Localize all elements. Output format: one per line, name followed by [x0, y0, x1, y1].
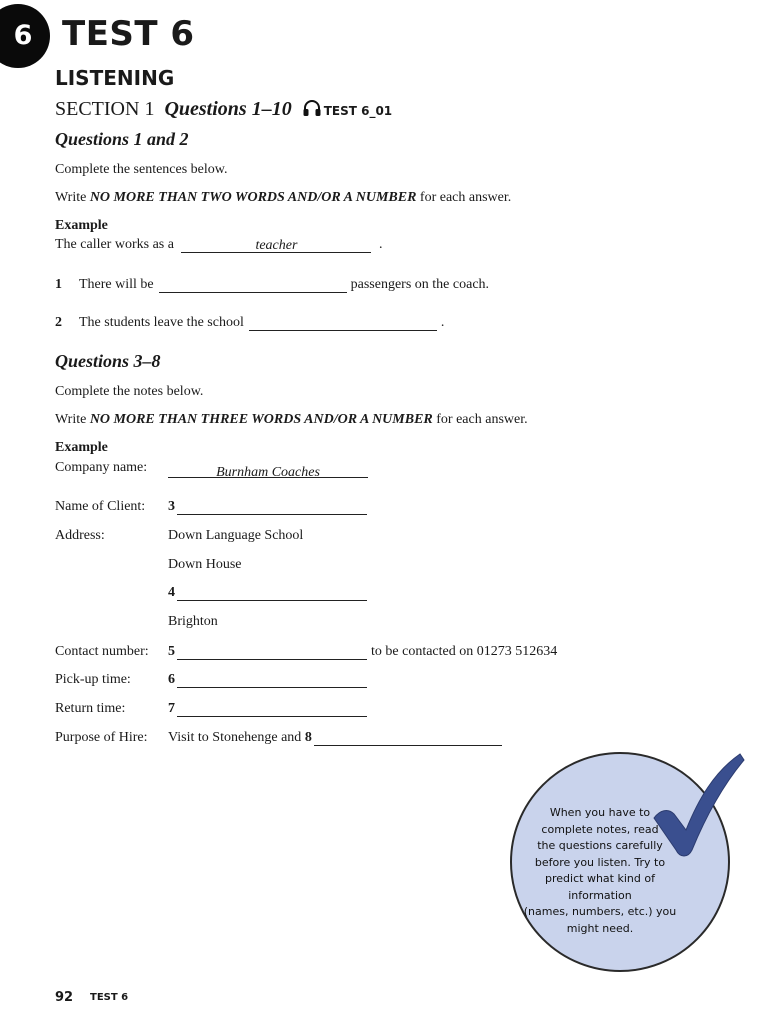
instruction-pre: Write: [55, 412, 90, 427]
company-answer-line: [168, 463, 368, 478]
company-answer: Burnham Coaches: [216, 465, 320, 480]
questions-3-8-heading: Questions 3–8: [55, 351, 161, 371]
tip-line: predict what kind of information: [545, 872, 655, 902]
question-1-post: passengers on the coach.: [350, 277, 490, 292]
tip-line: the questions carefully: [537, 839, 663, 852]
question-6: [168, 672, 367, 688]
answer-blank-8[interactable]: [314, 731, 502, 746]
address-line-4: Brighton: [168, 614, 218, 629]
footer-label: TEST 6: [90, 992, 129, 1003]
example-label-2: Example: [55, 440, 108, 455]
instruction-word-limit-emphasis: NO MORE THAN TWO WORDS AND/OR A NUMBER: [89, 190, 417, 205]
answer-blank-5[interactable]: [177, 645, 367, 660]
test-number-badge: 6: [0, 4, 50, 68]
question-2: [55, 315, 444, 331]
instruction-word-limit: [55, 190, 511, 206]
question-4-number: 4: [168, 585, 175, 600]
answer-blank-2[interactable]: [249, 316, 437, 331]
return-label: Return time:: [55, 701, 126, 716]
question-8-number: 8: [304, 730, 312, 745]
purpose-label: Purpose of Hire:: [55, 730, 148, 745]
question-3: [168, 499, 367, 515]
company-answer-blank: [168, 460, 368, 478]
company-label: Company name:: [55, 460, 148, 475]
page-number: 92: [55, 990, 74, 1005]
purpose-text: Visit to Stonehenge and: [168, 730, 302, 745]
question-3-number: 3: [168, 499, 175, 514]
answer-blank-1[interactable]: [159, 278, 347, 293]
headphones-icon: [303, 99, 321, 122]
example-answer-blank: [181, 238, 371, 253]
pickup-label: Pick-up time:: [55, 672, 131, 687]
instruction-post: for each answer.: [416, 190, 512, 205]
address-label: Address:: [55, 528, 105, 543]
question-5: [168, 644, 557, 660]
section-subtitle: LISTENING: [55, 66, 175, 90]
question-1: [55, 277, 489, 293]
section-heading: [55, 98, 392, 122]
questions-range: Questions 1–10: [164, 98, 292, 120]
question-8: [168, 730, 502, 746]
instruction-post: for each answer.: [432, 412, 528, 427]
example-label: Example: [55, 218, 108, 233]
question-7-number: 7: [168, 701, 175, 716]
instruction-complete-sentences: Complete the sentences below.: [55, 162, 228, 177]
address-line-2: Down House: [168, 557, 242, 572]
tip-line: complete notes, read: [541, 822, 659, 836]
example-sentence: [55, 237, 382, 253]
track-label: TEST 6_01: [323, 104, 393, 118]
instruction-complete-notes: Complete the notes below.: [55, 384, 204, 399]
client-label: Name of Client:: [55, 499, 146, 514]
question-1-text: There will be: [79, 277, 154, 292]
answer-blank-4[interactable]: [177, 586, 367, 601]
section-label: SECTION 1: [55, 98, 155, 120]
tip-text: [512, 805, 688, 937]
tip-line: might need.: [566, 921, 634, 935]
tip-line: (names, numbers, etc.) you: [523, 905, 677, 918]
instruction-word-limit-2: [55, 412, 528, 428]
question-2-number: 2: [55, 315, 62, 330]
questions-1-2-heading: Questions 1 and 2: [55, 129, 189, 149]
contact-label: Contact number:: [55, 644, 149, 659]
question-6-number: 6: [168, 672, 175, 687]
contact-note: to be contacted on 01273 512634: [371, 644, 558, 659]
page-title: TEST 6: [62, 14, 195, 54]
tip-line: When you have to: [549, 806, 651, 819]
answer-blank-7[interactable]: [177, 702, 367, 717]
tip-line: before you listen. Try to: [534, 855, 666, 869]
question-2-post: .: [440, 315, 445, 330]
instruction-pre: Write: [55, 190, 90, 205]
answer-blank-6[interactable]: [177, 673, 367, 688]
instruction-word-limit-emphasis: NO MORE THAN THREE WORDS AND/OR A NUMBER: [89, 412, 433, 427]
question-1-number: 1: [55, 277, 62, 292]
question-5-number: 5: [168, 644, 175, 659]
example-text: The caller works as a: [55, 237, 174, 252]
question-4: [168, 585, 367, 601]
example-answer: teacher: [255, 238, 298, 253]
question-2-text: The students leave the school: [79, 315, 244, 330]
address-line-1: Down Language School: [168, 528, 304, 543]
question-7: [168, 701, 367, 717]
example-end: .: [378, 237, 383, 252]
answer-blank-3[interactable]: [177, 500, 367, 515]
